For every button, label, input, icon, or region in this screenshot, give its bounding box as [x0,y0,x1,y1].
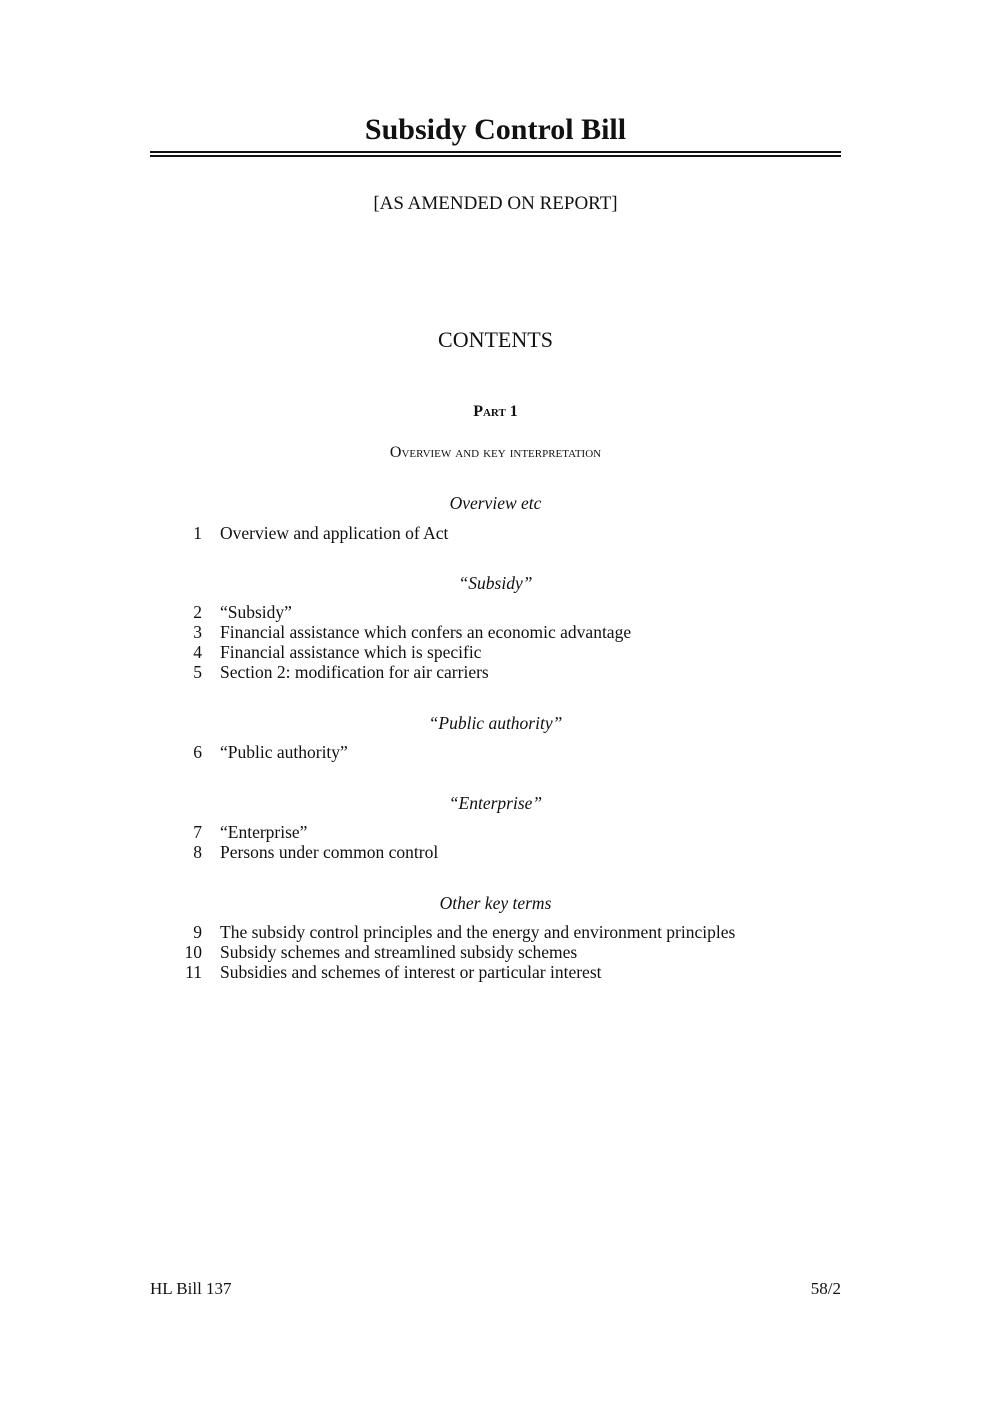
contents-item[interactable] [150,523,850,543]
contents-item[interactable] [150,942,850,962]
footer-print-number: 58/2 [810,1279,841,1298]
contents-item[interactable] [150,602,850,622]
item-text: Persons under common control [220,842,439,862]
contents-item[interactable] [150,842,850,862]
item-text: Overview and application of Act [220,523,449,543]
item-number: 7 [193,822,202,842]
title-rule-top [150,151,841,153]
item-text: Financial assistance which is specific [220,642,482,662]
item-number: 9 [193,922,202,942]
item-text: “Enterprise” [220,822,308,842]
contents-item[interactable] [150,822,850,842]
contents-item[interactable] [150,742,850,762]
item-number: 8 [193,842,202,862]
group-heading: “Subsidy” [458,573,533,593]
item-number: 1 [193,523,202,543]
contents-item[interactable] [150,922,850,942]
item-number: 4 [193,642,202,662]
amendment-status: [AS AMENDED ON REPORT] [373,193,618,214]
footer-bill-number: HL Bill 137 [150,1279,232,1298]
group-heading: Overview etc [449,493,542,513]
item-number: 2 [193,602,202,622]
part-label: Part 1 [473,403,518,420]
group-heading: “Enterprise” [448,793,543,813]
bill-title: Subsidy Control Bill [364,113,627,146]
item-text: Subsidy schemes and streamlined subsidy schemes [220,942,578,962]
title-rule-bottom [150,155,841,157]
contents-item[interactable] [150,662,850,682]
item-number: 11 [185,962,202,982]
item-text: “Subsidy” [220,602,292,622]
contents-heading: CONTENTS [438,327,553,352]
part-title: Overview and key interpretation [389,444,602,461]
contents-item[interactable] [150,622,850,642]
group-heading: “Public authority” [428,713,563,733]
contents-item[interactable] [150,642,850,662]
group-heading: Other key terms [439,893,552,913]
item-text: Subsidies and schemes of interest or particular interest [220,962,602,982]
item-text: “Public authority” [220,742,348,762]
item-number: 5 [193,662,202,682]
item-number: 10 [184,942,202,962]
item-text: The subsidy control principles and the energy and environment principles [220,922,736,942]
item-text: Section 2: modification for air carriers [220,662,489,682]
item-text: Financial assistance which confers an economic advantage [220,622,632,642]
item-number: 3 [193,622,202,642]
contents-item[interactable] [150,962,850,982]
item-number: 6 [193,742,202,762]
